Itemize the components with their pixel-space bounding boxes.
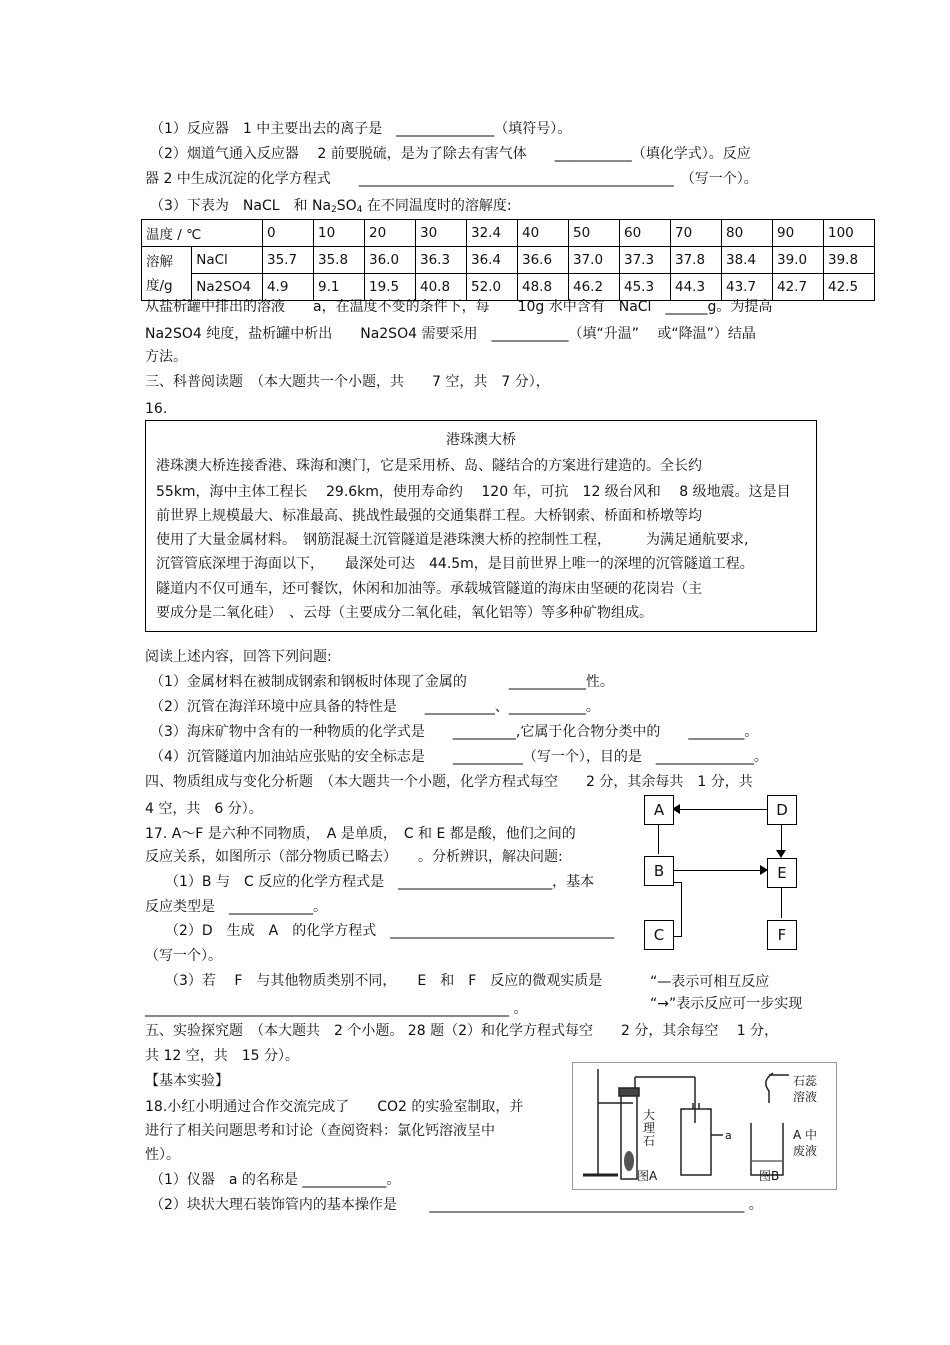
table-cell: 32.4 (467, 220, 518, 247)
reading-line: 55km，海中主体工程长 29.6km，使用寿命约 120 年，可抗 12 级台风和 8 级地震。这是目 (156, 484, 791, 500)
label-litmus: 石蕊 溶液 (793, 1074, 818, 1104)
label-waste: A 中 废液 (793, 1128, 818, 1158)
q18-2: （2）块状大理石装饰管内的基本操作是 _____________________________________________ 。 (150, 1197, 763, 1213)
table-cell: 36.3 (416, 247, 467, 274)
reading-line: 港珠澳大桥连接香港、珠海和澳门，它是采用桥、岛、隧结合的方案进行建造的。全长约 (156, 458, 702, 474)
section4-heading-2: 4 空，共 6 分）。 (145, 801, 263, 817)
table-cell: 48.8 (518, 274, 569, 301)
node-b: B (644, 856, 674, 886)
table-cell: 35.7 (263, 247, 314, 274)
q17-2b: （写一个）。 (145, 948, 222, 964)
table-cell: 37.8 (671, 247, 722, 274)
q16-4: （4）沉管隧道内加油站应张贴的安全标志是 __________（写一个），目的是 ______________。 (150, 749, 768, 765)
table-cell: 46.2 (569, 274, 620, 301)
lab-figure (572, 1062, 837, 1190)
node-c: C (644, 920, 674, 950)
q16-number: 16. (145, 401, 168, 417)
q15-after3: 方法。 (145, 349, 187, 365)
table-cell: 20 (365, 220, 416, 247)
q16-1: （1）金属材料在被制成钢索和钢板时体现了金属的 ___________性。 (150, 674, 614, 690)
q17-3b: ____________________________________________________ 。 (145, 1001, 528, 1017)
edge-e-f (781, 888, 782, 918)
table-cell: 38.4 (722, 247, 773, 274)
table-cell: 35.8 (314, 247, 365, 274)
q17-line: 17. A～F 是六种不同物质， A 是单质， C 和 E 都是酸，他们之间的 (145, 826, 576, 842)
table-row-na2so4 (142, 274, 875, 301)
table-cell: 43.7 (722, 274, 773, 301)
table-cell: 100 (824, 220, 875, 247)
table-cell: 40.8 (416, 274, 467, 301)
table-cell: 70 (671, 220, 722, 247)
q18-1: （1）仪器 a 的名称是 ____________。 (150, 1172, 401, 1188)
table-cell: 40 (518, 220, 569, 247)
table-cell: 52.0 (467, 274, 518, 301)
label-marble: 大 理 石 (643, 1108, 656, 1148)
edge-a-d (674, 809, 767, 810)
q17-1: （1）B 与 C 反应的化学方程式是 ______________________，基本 (165, 874, 595, 890)
q17-2: （2）D 生成 A 的化学方程式 ________________________________ (165, 923, 615, 939)
table-cell: 36.4 (467, 247, 518, 274)
table-cell: 39.8 (824, 247, 875, 274)
temp-label: 温度 / ℃ (142, 220, 263, 247)
edge-b-e (674, 870, 767, 871)
node-d: D (767, 795, 797, 825)
reading-line: 要成分是二氧化硅） 、云母（主要成分二氧化硅，氧化铝等）等多种矿物组成。 (156, 605, 653, 621)
q15-part2a: （2）烟道气通入反应器 2 前要脱硫，是为了除去有害气体 ___________（填化学式）。反应 (150, 146, 751, 162)
q15-part3: （3）下表为 NaCL 和 $Na_2SO_4$ 在不同温度时的溶解度: (150, 198, 512, 215)
table-cell: 0 (263, 220, 314, 247)
table-cell: 60 (620, 220, 671, 247)
legend-react: “—表示可相互反应 (650, 974, 770, 990)
solubility-table (141, 219, 875, 301)
table-cell: 10 (314, 220, 365, 247)
basic-experiment-label: 【基本实验】 (145, 1073, 229, 1089)
q16-2: （2）沉管在海洋环境中应具备的特性是 __________、___________。 (150, 699, 600, 715)
q17-3: （3）若 F 与其他物质类别不同， E 和 F 反应的微观实质是 (165, 973, 603, 989)
q15-after2: Na2SO4 纯度，盐析罐中析出 Na2SO4 需要采用 ___________（填“升温” 或“降温”）结晶 (145, 326, 756, 342)
edge-b-c-side (681, 882, 682, 937)
q15-part2b: 器 2 中生成沉淀的化学方程式 _____________________________________________ （写一个）。 (145, 171, 758, 187)
node-a: A (644, 795, 674, 825)
table-cell: 80 (722, 220, 773, 247)
q17-line: 反应关系，如图所示（部分物质已略去） 。分析辨识，解决问题: (145, 849, 563, 865)
read-instruction: 阅读上述内容，回答下列问题: (145, 649, 332, 665)
section4-heading: 四、物质组成与变化分析题 （本大题共一个小题，化学方程式每空 2 分，其余每共 1 分，共 (145, 774, 753, 790)
q18-line: 进行了相关问题思考和讨论（查阅资料：氯化钙溶液呈中 (145, 1123, 495, 1139)
solubility-label: 溶解 度/g (142, 247, 192, 301)
table-cell: 37.0 (569, 247, 620, 274)
table-cell: 36.6 (518, 247, 569, 274)
table-cell: 39.0 (773, 247, 824, 274)
table-cell: 42.7 (773, 274, 824, 301)
table-row-nacl (142, 247, 875, 274)
table-cell: 37.3 (620, 247, 671, 274)
legend-convert: “→”表示反应可一步实现 (650, 996, 803, 1012)
section3-heading: 三、科普阅读题 （本大题共一个小题，共 7 空，共 7 分）， (145, 374, 550, 390)
reading-box (145, 420, 817, 632)
table-cell: 50 (569, 220, 620, 247)
table-cell: 30 (416, 220, 467, 247)
label-a: a (725, 1129, 732, 1142)
table-cell: 44.3 (671, 274, 722, 301)
nacl-label: NaCl (192, 247, 263, 274)
reading-line: 沉管管底深埋于海面以下， 最深处可达 44.5m，是目前世界上唯一的深埋的沉管隧道工程。 (156, 556, 754, 572)
reading-line: 使用了大量金属材料。 钢筋混凝土沉管隧道是港珠澳大桥的控制性工程， 为满足通航要求, (156, 532, 749, 548)
table-cell: 42.5 (824, 274, 875, 301)
table-cell: 19.5 (365, 274, 416, 301)
node-f: F (767, 920, 797, 950)
table-cell: 4.9 (263, 274, 314, 301)
table-row-temp (142, 220, 875, 247)
q16-3: （3）海床矿物中含有的一种物质的化学式是 _________,它属于化合物分类中的 ________。 (150, 724, 759, 740)
table-cell: 36.0 (365, 247, 416, 274)
edge-a-b (658, 824, 659, 854)
q17-1b: 反应类型是 ____________。 (145, 899, 327, 915)
edge-b-c-bottom (674, 936, 682, 937)
q15-part1: （1）反应器 1 中主要出去的离子是 ______________（填符号）。 (150, 121, 572, 137)
arrow-head-icon (776, 850, 786, 858)
section5-heading-2: 共 12 空，共 15 分）。 (145, 1048, 299, 1064)
q18-line: 性）。 (145, 1147, 180, 1163)
table-cell: 45.3 (620, 274, 671, 301)
node-e: E (767, 858, 797, 888)
q15-after1: 从盐析罐中排出的溶液 a，在温度不变的条件下，每 10g 水中含有 NaCl ______g。为提高 (145, 299, 773, 315)
label-fig-a: 图A (637, 1169, 658, 1183)
table-cell: 9.1 (314, 274, 365, 301)
label-fig-b: 图B (759, 1169, 780, 1183)
na2so4-label: Na2SO4 (192, 274, 263, 301)
reading-line: 前世界上规模最大、标准最高、挑战性最强的交通集群工程。大桥钢索、桥面和桥墩等均 (156, 508, 702, 524)
reading-line: 隧道内不仅可通车，还可餐饮，休闲和加油等。承载城管隧道的海床由坚硬的花岗岩（主 (156, 581, 702, 597)
table-cell: 90 (773, 220, 824, 247)
q18-line: 18.小红小明通过合作交流完成了 CO2 的实验室制取，并 (145, 1099, 524, 1115)
section5-heading: 五、实验探究题 （本大题共 2 个小题。 28 题（2）和化学方程式每空 2 分，其余每空 1 分， (145, 1023, 779, 1039)
reading-title: 港珠澳大桥 (446, 432, 516, 448)
